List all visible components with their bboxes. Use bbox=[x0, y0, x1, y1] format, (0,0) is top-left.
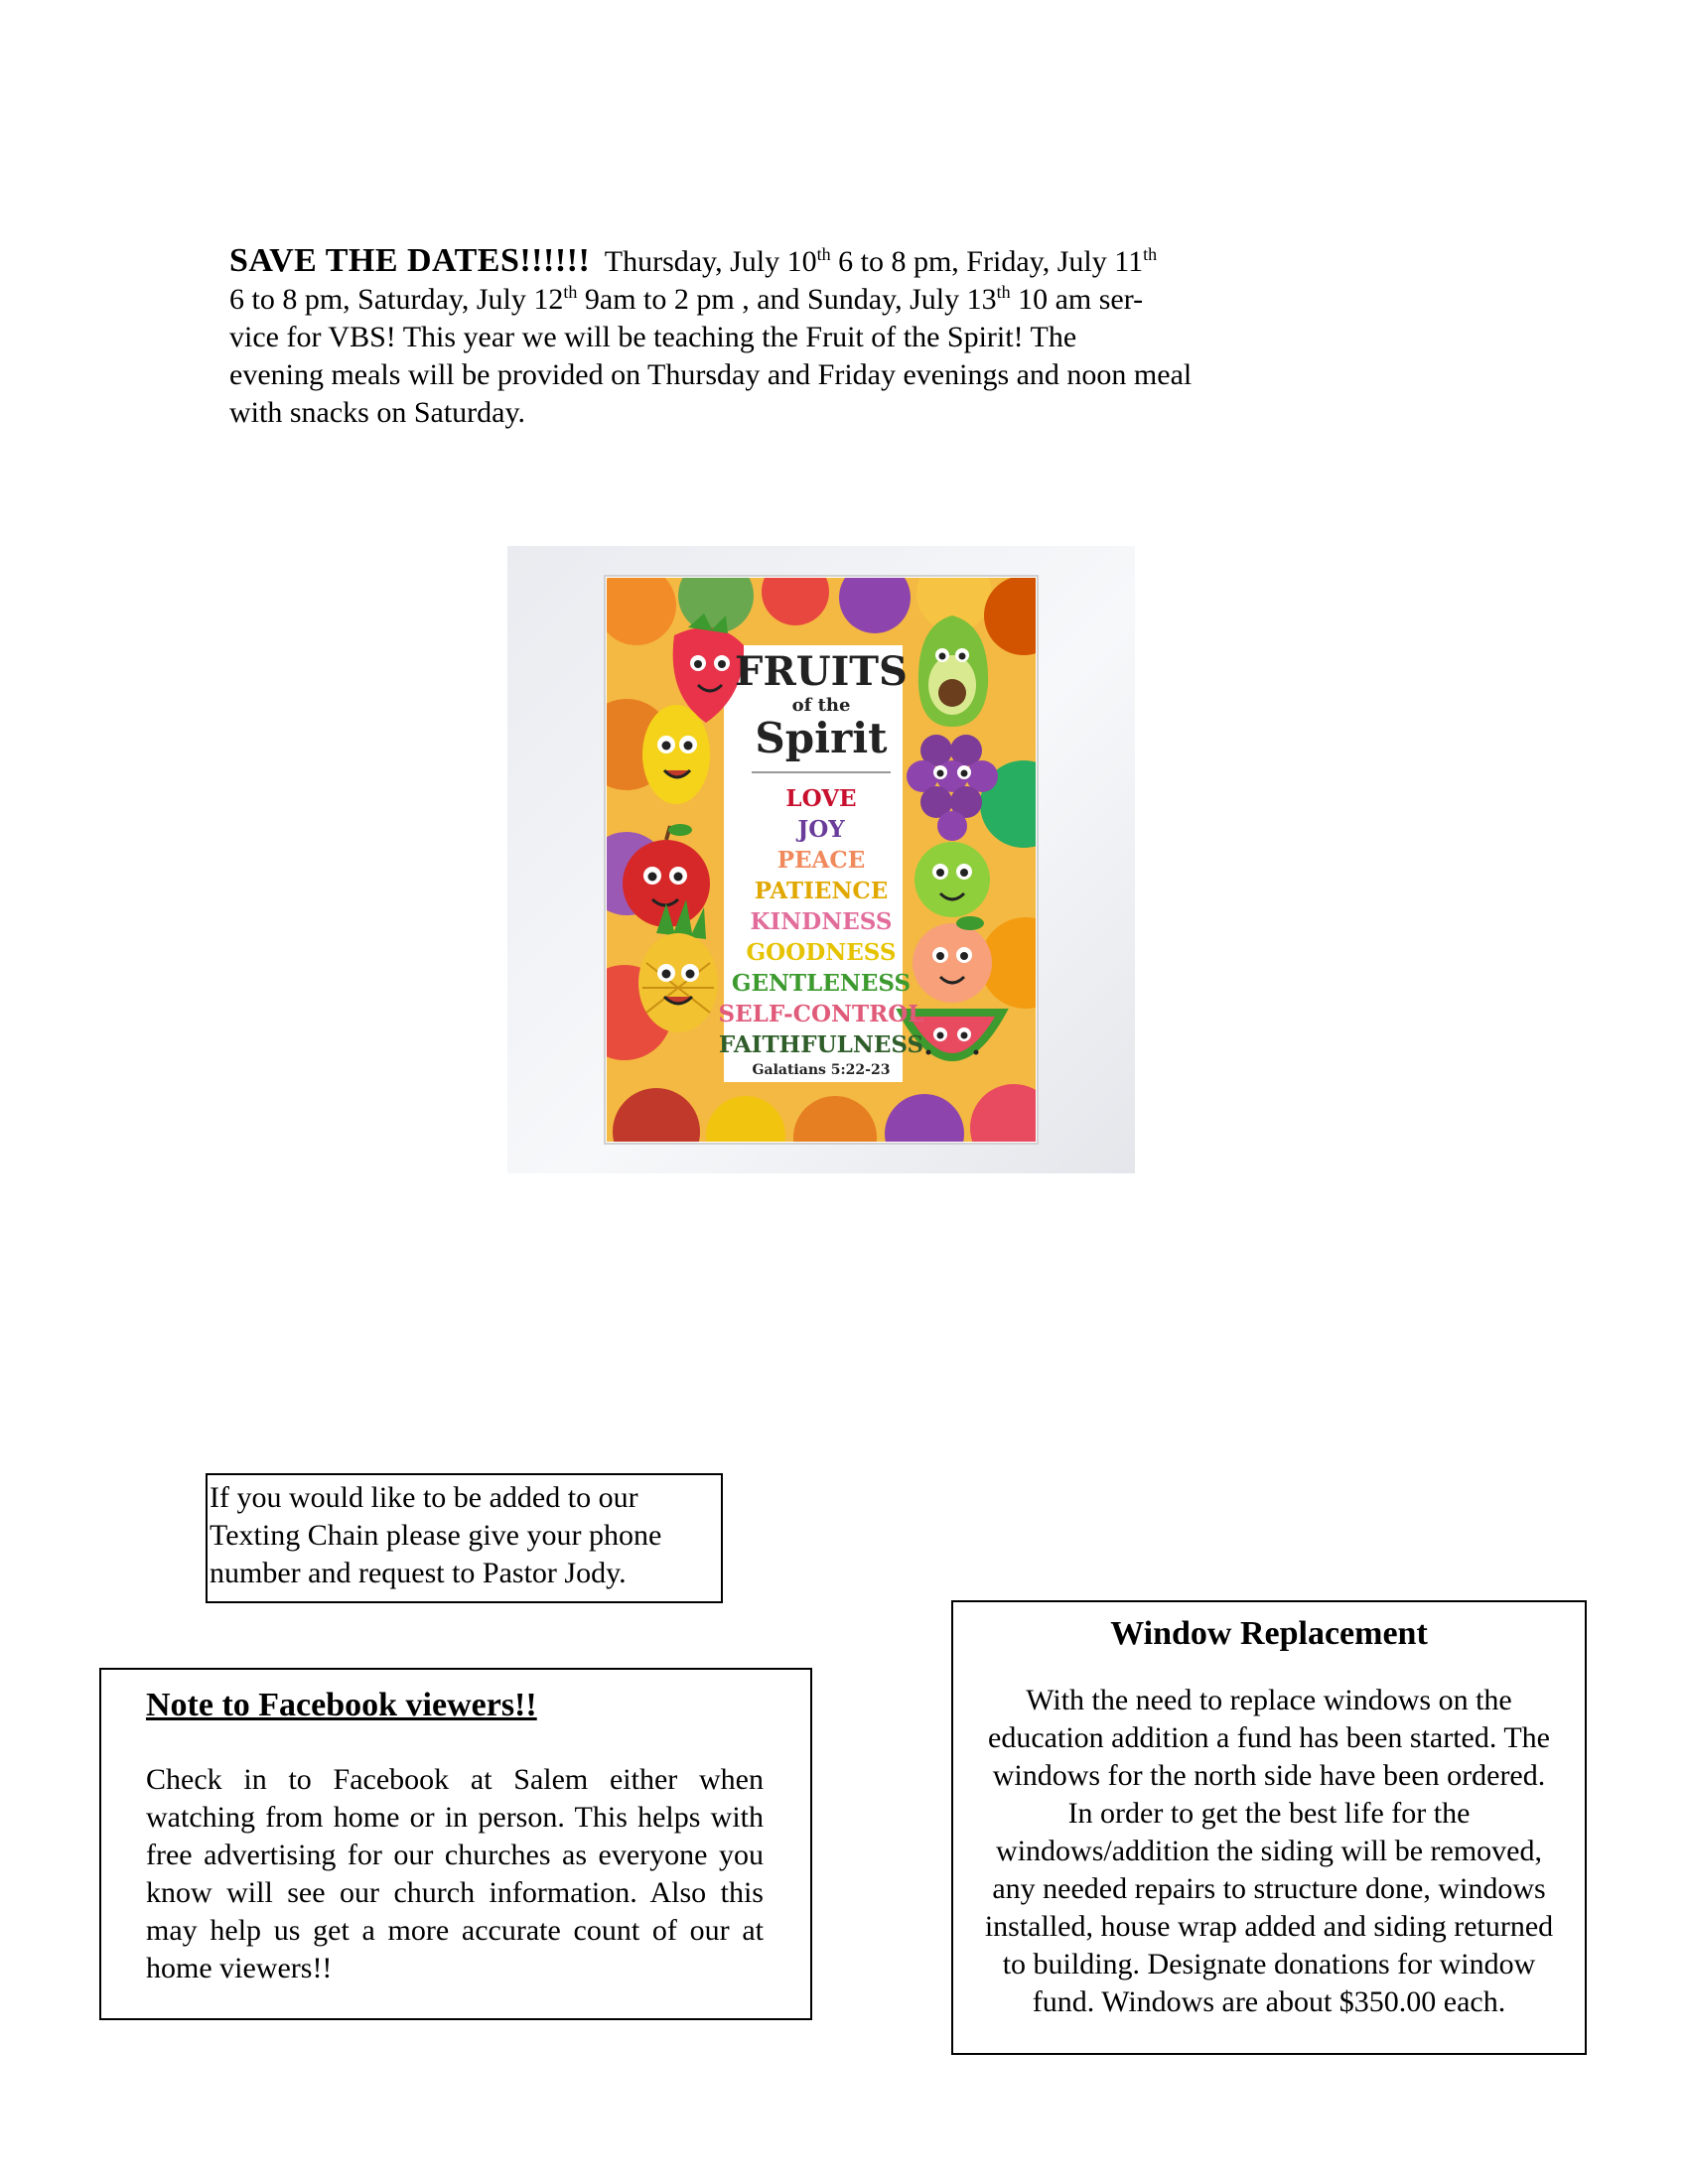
fruit-list-item: SELF-CONTROL bbox=[718, 1001, 924, 1027]
fruit-list-item: PEACE bbox=[776, 847, 866, 874]
vbs-text: 9am to 2 pm , and Sunday, July 13 bbox=[577, 283, 997, 316]
facebook-note-title: Note to Facebook viewers!! bbox=[146, 1687, 537, 1723]
texting-line-2: Texting Chain please give your phone bbox=[210, 1519, 662, 1552]
ordinal-suffix: th bbox=[563, 282, 578, 302]
fruit-list-item: GENTLENESS bbox=[731, 970, 912, 997]
green-apple-character bbox=[914, 842, 990, 917]
ordinal-suffix: th bbox=[816, 244, 831, 264]
vbs-text: 10 am ser- bbox=[1010, 283, 1144, 316]
fruits-poster-image bbox=[507, 546, 1135, 1173]
vbs-line-4: evening meals will be provided on Thursday and Friday evenings and noon meal bbox=[229, 358, 1193, 391]
window-replacement-title: Window Replacement bbox=[1110, 1615, 1428, 1652]
window-replacement-box bbox=[951, 1600, 1587, 2055]
vbs-text: 6 to 8 pm, Friday, July 11 bbox=[830, 245, 1144, 278]
texting-line-1: If you would like to be added to our bbox=[210, 1481, 638, 1514]
ordinal-suffix: th bbox=[1143, 244, 1158, 264]
poster-title-script: Spirit bbox=[755, 714, 888, 762]
texting-line-3: number and request to Pastor Jody. bbox=[210, 1557, 627, 1589]
window-line: any needed repairs to structure done, windows bbox=[992, 1872, 1546, 1905]
window-line: windows for the north side have been ordered. bbox=[992, 1759, 1546, 1792]
window-line: installed, house wrap added and siding returned bbox=[984, 1910, 1554, 1943]
vbs-line-5: with snacks on Saturday. bbox=[229, 396, 526, 429]
fruit-list-item: GOODNESS bbox=[746, 939, 897, 966]
texting-chain-box bbox=[206, 1473, 723, 1603]
banana-character bbox=[642, 705, 710, 804]
poster-title-main: FRUITS bbox=[735, 648, 908, 695]
window-line: to building. Designate donations for window bbox=[1002, 1948, 1536, 1980]
facebook-note-box bbox=[99, 1668, 812, 2020]
fruit-list-item: KINDNESS bbox=[750, 908, 893, 935]
vbs-line-3: vice for VBS! This year we will be teaching the Fruit of the Spirit! The bbox=[229, 321, 1077, 353]
vbs-announcement bbox=[229, 242, 1302, 432]
ordinal-suffix: th bbox=[996, 282, 1011, 302]
save-the-dates-headline: SAVE THE DATES!!!!!! bbox=[229, 242, 591, 279]
window-line: In order to get the best life for the bbox=[1067, 1797, 1471, 1830]
poster-reference: Galatians 5:22-23 bbox=[752, 1062, 891, 1078]
fruit-list-item: JOY bbox=[797, 816, 845, 843]
facebook-note-body: Check in to Facebook at Salem either when watching from home or in person. This helps with free advertising for our churches as everyone you know will see our church information. Also this may help us get a more accurate count of our at home viewers!! bbox=[146, 1763, 764, 1984]
fruits-poster bbox=[507, 546, 1135, 1173]
vbs-text: Thursday, July 10 bbox=[604, 245, 817, 278]
window-line: fund. Windows are about $350.00 each. bbox=[1032, 1985, 1506, 2018]
window-line: education addition a fund has been started. The bbox=[988, 1721, 1550, 1754]
fruit-list-item: FAITHFULNESS bbox=[718, 1031, 924, 1058]
poster-title-small: of the bbox=[791, 695, 851, 716]
window-replacement-body bbox=[953, 1682, 1585, 2021]
vbs-line-1 bbox=[229, 242, 1302, 281]
vbs-line-2 bbox=[229, 281, 1302, 319]
fruit-list-item: PATIENCE bbox=[754, 878, 889, 904]
fruit-list-item: LOVE bbox=[785, 785, 857, 812]
window-line: With the need to replace windows on the bbox=[1026, 1684, 1512, 1716]
window-line: windows/addition the siding will be removed, bbox=[996, 1835, 1542, 1867]
vbs-text: 6 to 8 pm, Saturday, July 12 bbox=[229, 283, 564, 316]
